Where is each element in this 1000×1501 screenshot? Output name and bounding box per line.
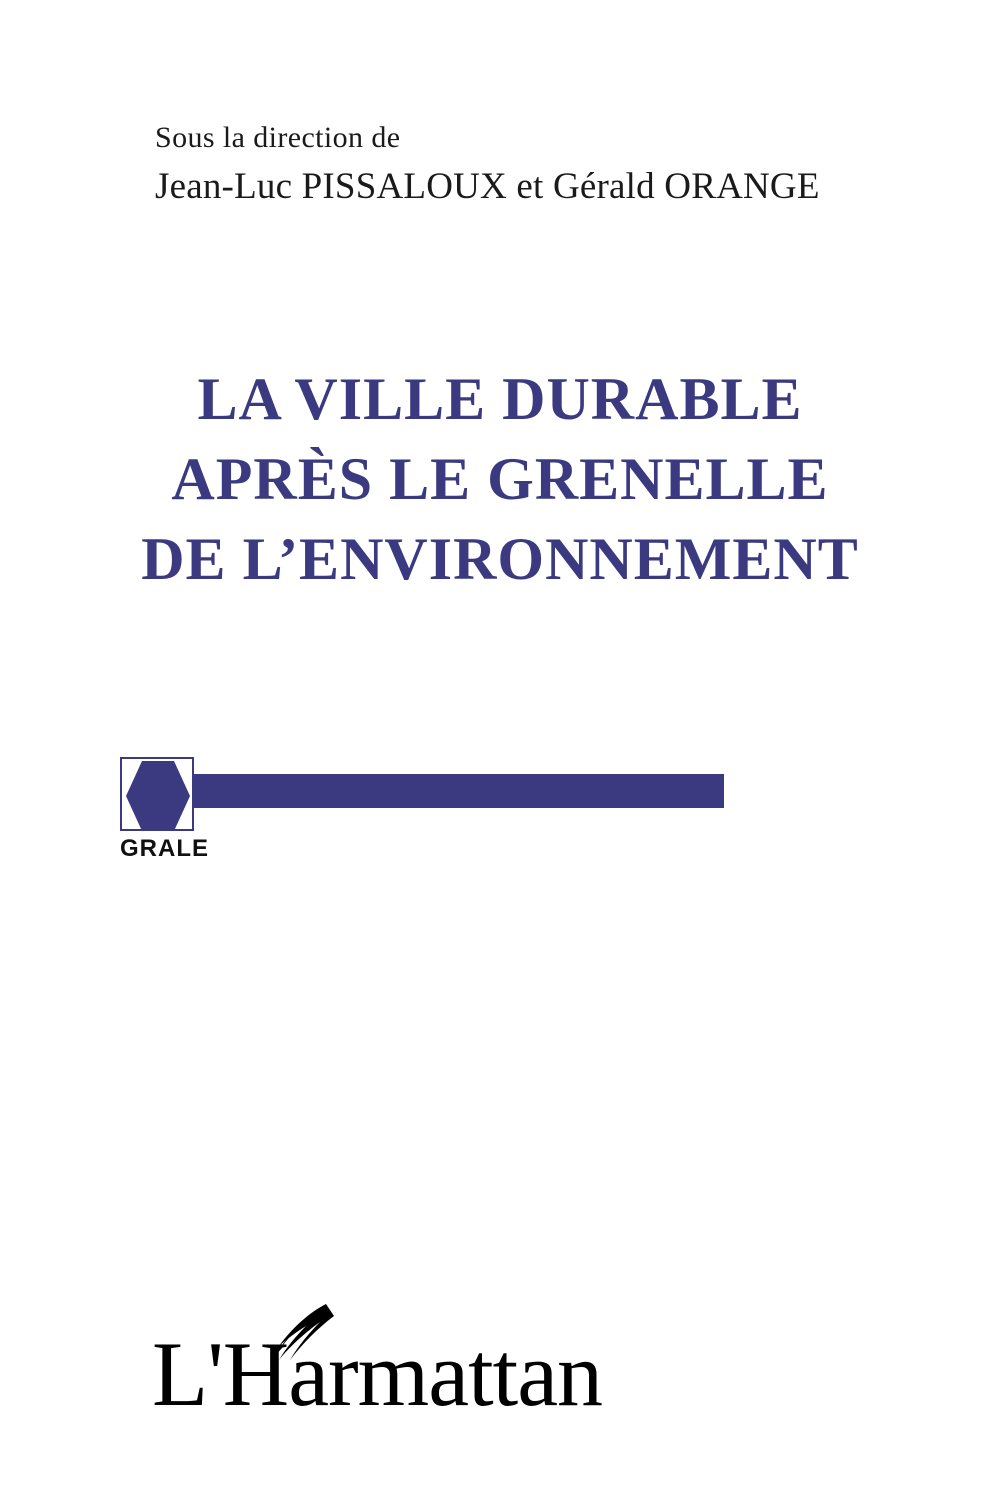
editors-names: Jean-Luc PISSALOUX et Gérald ORANGE bbox=[155, 166, 820, 207]
title-line-1: LA VILLE DURABLE bbox=[197, 366, 803, 432]
title-line-2: APRÈS LE GRENELLE bbox=[171, 445, 829, 512]
grale-label: GRALE bbox=[120, 835, 209, 862]
page-title bbox=[0, 360, 1000, 599]
publisher-logo bbox=[130, 1300, 603, 1450]
grale-square-icon bbox=[120, 757, 194, 831]
title-line-3: DE L’ENVIRONNEMENT bbox=[141, 525, 859, 592]
publisher-name: L'Harmattan bbox=[152, 1323, 603, 1425]
editors-block bbox=[155, 120, 935, 209]
grale-logo bbox=[120, 757, 740, 867]
grale-bar-icon bbox=[194, 774, 724, 808]
direction-label: Sous la direction de bbox=[155, 121, 401, 154]
grale-hexagon-icon bbox=[126, 761, 190, 831]
